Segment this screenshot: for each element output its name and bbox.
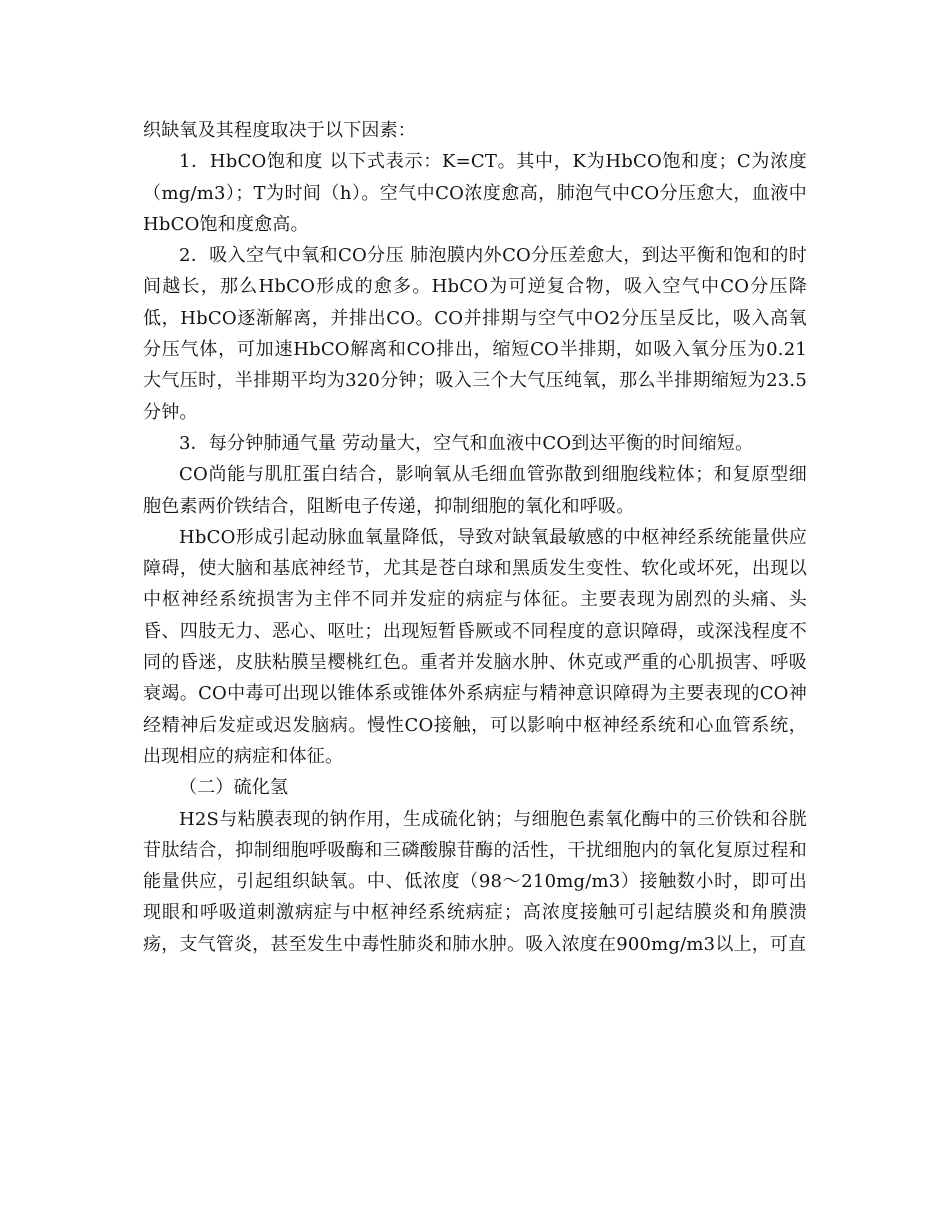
paragraph-factor-2: 2．吸入空气中氧和CO分压 肺泡膜内外CO分压差愈大，到达平衡和饱和的时间越长，那么HbCO形成的愈多。HbCO为可逆复合物，吸入空气中CO分压降低，HbCO逐渐解离，并排出CO。CO并排期与空气中O2分压呈反比，吸入高氧分压气体，可加速HbCO解离和CO排出，缩短CO半排期，如吸入氧分压为0.21大气压时，半排期平均为320分钟；吸入三个大气压纯氧，那么半排期缩短为23.5分钟。 [143,245,807,423]
paragraph-hbco-effects: HbCO形成引起动脉血氧量降低，导致对缺氧最敏感的中枢神经系统能量供应障碍，使大脑和基底神经节，尤其是苍白球和黑质发生变性、软化或坏死，出现以中枢神经系统损害为主伴不同并发症的病症与体征。主要表现为剧烈的头痛、头昏、四肢无力、恶心、呕吐；出现短暂昏厥或不同程度的意识障碍，或深浅程度不同的昏迷，皮肤粘膜呈樱桃红色。重者并发脑水肿、休克或严重的心肌损害、呼吸衰竭。CO中毒可出现以锥体系或锥体外系病症与精神意识障碍为主要表现的CO神经精神后发症或迟发脑病。慢性CO接触，可以影响中枢神经系统和心血管系统，出现相应的病症和体征。 [143,526,807,767]
document-body [143,115,807,960]
paragraph-intro: 织缺氧及其程度取决于以下因素： [143,120,416,141]
paragraph-h2s: H2S与粘膜表现的钠作用，生成硫化钠；与细胞色素氧化酶中的三价铁和谷胱苷肽结合，抑制细胞呼吸酶和三磷酸腺苷酶的活性，干扰细胞内的氧化复原过程和能量供应，引起组织缺氧。中、低浓度（98～210mg/m3）接触数小时，即可出现眼和呼吸道刺激病症与中枢神经系统病症；高浓度接触可引起结膜炎和角膜溃疡，支气管炎，甚至发生中毒性肺炎和肺水肿。吸入浓度在900mg/m3以上，可直 [143,808,807,955]
section-heading-h2s: （二）硫化氢 [179,777,289,799]
paragraph-factor-1: 1．HbCO饱和度 以下式表示：K=CT。其中，K为HbCO饱和度；C为浓度（mg/m3）；T为时间（h）。空气中CO浓度愈高，肺泡气中CO分压愈大，血液中HbCO饱和度愈高。 [143,151,807,235]
paragraph-myoglobin: CO尚能与肌肛蛋白结合，影响氧从毛细血管弥散到细胞线粒体；和复原型细胞色素两价铁结合，阻断电子传递，抑制细胞的氧化和呼吸。 [143,464,807,517]
paragraph-factor-3: 3．每分钟肺通气量 劳动量大，空气和血液中CO到达平衡的时间缩短。 [179,432,754,454]
